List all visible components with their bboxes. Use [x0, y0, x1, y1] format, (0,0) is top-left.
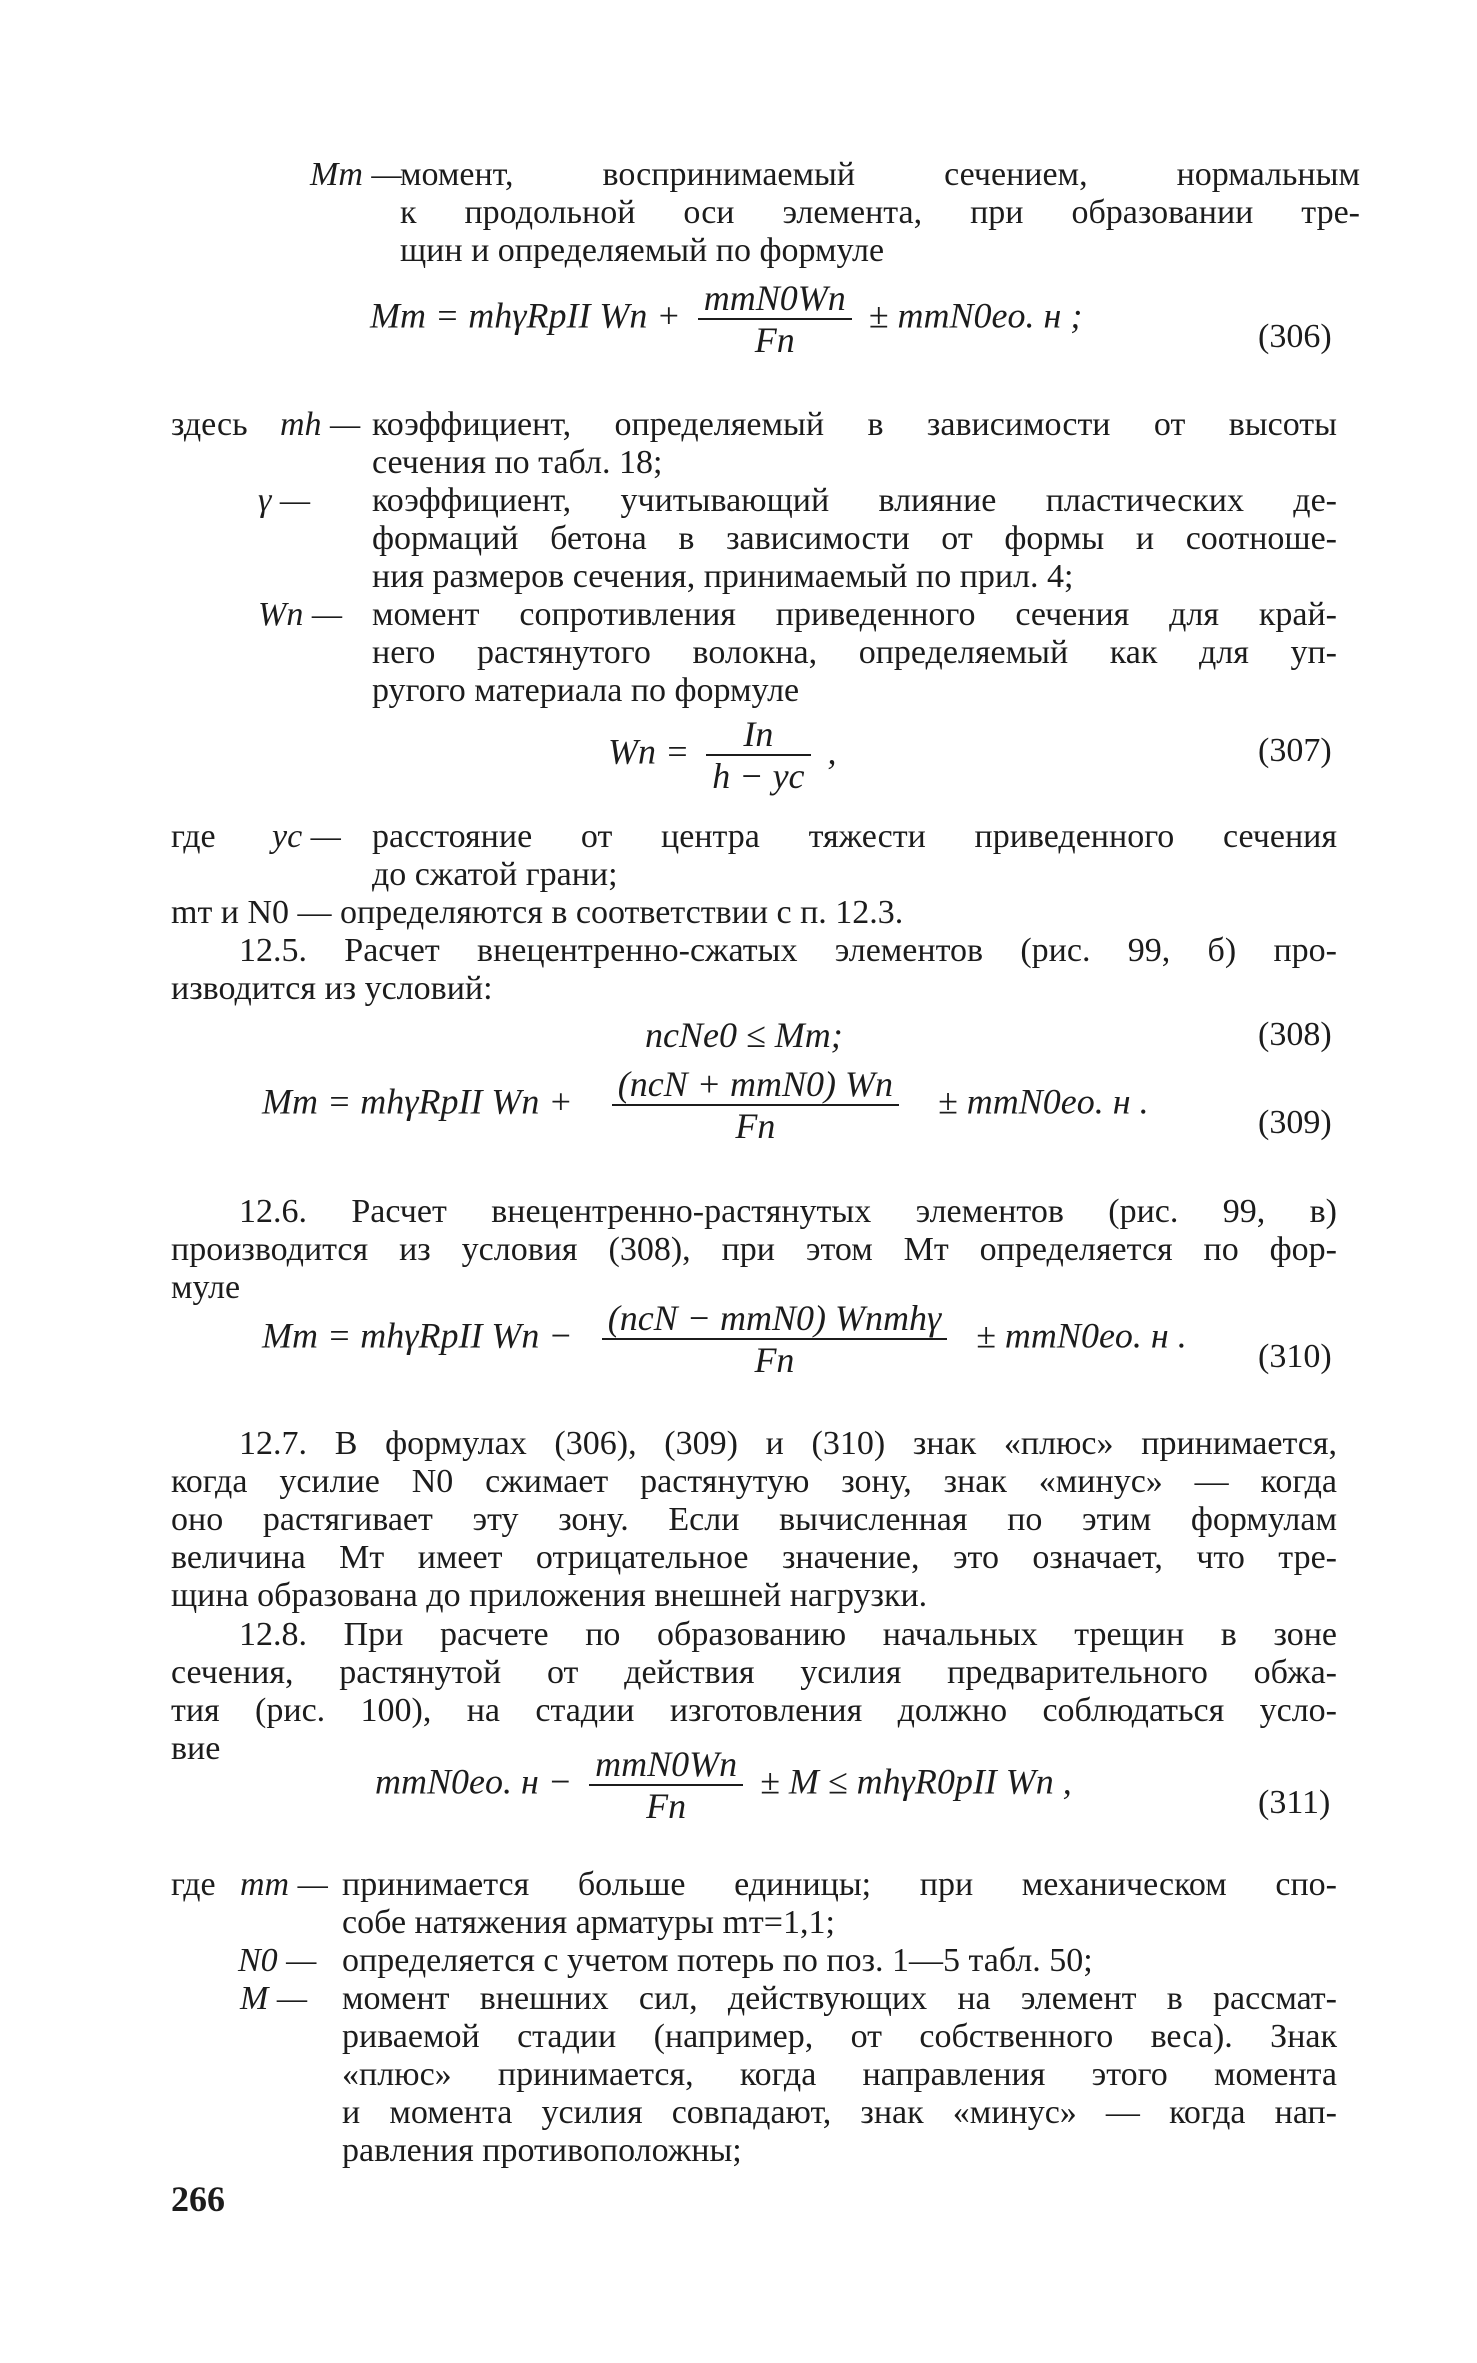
formula-311	[375, 1744, 1072, 1826]
mt-311-line-2: собе натяжения арматуры mт=1,1;	[342, 1904, 835, 1941]
formula-310-numerator: (ncN − mтN0) Wпmhγ	[602, 1298, 947, 1340]
p126-line-3: муле	[171, 1269, 241, 1306]
formula-311-fraction	[589, 1744, 743, 1826]
mt-311-line-1: принимается больше единицы; при механическом спо-	[342, 1866, 1337, 1903]
p127-line-5: щина образована до приложения внешней нагрузки.	[171, 1577, 928, 1614]
paragraph-12-5	[171, 932, 1337, 1008]
mt-def-line-3: щин и определяемый по формуле	[400, 232, 885, 269]
yc-line-1: расстояние от центра тяжести приведенного сечения	[372, 818, 1337, 855]
p128-line-3: тия (рис. 100), на стадии изготовления должно соблюдаться усло-	[171, 1692, 1337, 1729]
p126-line-1: 12.6. Расчет внецентренно-растянутых элементов (рис. 99, в)	[239, 1193, 1337, 1230]
formula-307	[608, 714, 837, 796]
gamma-line-2: формаций бетона в зависимости от формы и соотноше-	[372, 520, 1337, 557]
n0-label: N0 —	[238, 1942, 317, 1979]
p127-line-4: величина Mт имеет отрицательное значение, это означает, что тре-	[171, 1539, 1337, 1576]
mt-label: Mт —	[310, 156, 402, 193]
gamma-line-3: ния размеров сечения, принимаемый по прил. 4;	[372, 558, 1074, 595]
formula-310-number: (310)	[1258, 1338, 1332, 1375]
p125-line-2: изводится из условий:	[171, 970, 493, 1007]
formula-309-denominator: Fп	[735, 1106, 776, 1146]
formula-311-lhs: mтN0eо. н −	[375, 1761, 573, 1802]
yc-line-2: до сжатой грани;	[372, 856, 618, 893]
paragraph-12-6	[171, 1193, 1337, 1307]
page-number: 266	[171, 2179, 225, 2219]
p128-line-1: 12.8. При расчете по образованию начальных трещин в зоне	[239, 1616, 1337, 1653]
formula-307-lhs: Wп =	[608, 731, 690, 772]
p127-line-1: 12.7. В формулах (306), (309) и (310) знак «плюс» принимается,	[239, 1425, 1337, 1462]
yc-label: yc —	[272, 818, 341, 855]
formula-310-tail: ± mтN0eо. н .	[976, 1315, 1187, 1356]
formula-307-denominator: h − yc	[712, 756, 805, 796]
formula-311-denominator: Fп	[646, 1786, 687, 1826]
formula-306-denominator: Fп	[754, 320, 795, 360]
gamma-label: γ —	[258, 482, 311, 519]
formula-306-number: (306)	[1258, 318, 1332, 355]
m-line-3: «плюс» принимается, когда направления этого момента	[342, 2056, 1337, 2093]
formula-307-numerator: Iп	[706, 714, 810, 756]
formula-309	[262, 1064, 1149, 1146]
formula-310-denominator: Fп	[754, 1340, 795, 1380]
formula-310-fraction	[602, 1298, 947, 1380]
m-label: M —	[240, 1980, 308, 2017]
formula-306	[370, 278, 1082, 360]
m-line-5: равления противоположны;	[342, 2132, 742, 2169]
wp-line-1: момент сопротивления приведенного сечения для край-	[372, 596, 1337, 633]
n0-line-1: определяется с учетом потерь по поз. 1—5 табл. 50;	[342, 1942, 1093, 1979]
formula-308-number: (308)	[1258, 1016, 1332, 1053]
wp-line-3: ругого материала по формуле	[372, 672, 800, 709]
formula-309-number: (309)	[1258, 1104, 1332, 1141]
formula-306-lhs: Mт = mhγRpII Wп +	[370, 295, 681, 336]
formula-307-number: (307)	[1258, 732, 1332, 769]
yc-definition	[372, 818, 1337, 894]
formula-309-numerator: (ncN + mтN0) Wп	[612, 1064, 899, 1106]
wp-label: Wп —	[258, 596, 343, 633]
formula-311-numerator: mтN0Wп	[589, 1744, 743, 1786]
m-line-2: риваемой стадии (например, от собственного веса). Знак	[342, 2018, 1337, 2055]
defs-307-intro: где	[171, 818, 216, 855]
p125-line-1: 12.5. Расчет внецентренно-сжатых элементов (рис. 99, б) про-	[239, 932, 1337, 969]
formula-307-tail: ,	[827, 731, 837, 772]
gamma-definition	[372, 482, 1337, 596]
mt-311-definition	[342, 1866, 1337, 1942]
formula-307-fraction	[706, 714, 810, 796]
mh-line-2: сечения по табл. 18;	[372, 444, 663, 481]
formula-310-lhs: Mт = mhγRpII Wп −	[262, 1315, 573, 1356]
mt-n0-line: mт и N0 — определяются в соответствии с п. 12.3.	[171, 894, 904, 931]
formula-309-lhs: Mт = mhγRpII Wп +	[262, 1081, 573, 1122]
gamma-line-1: коэффициент, учитывающий влияние пластических де-	[372, 482, 1337, 519]
formula-309-tail: ± mтN0eо. н .	[937, 1081, 1149, 1122]
mh-line-1: коэффициент, определяемый в зависимости от высоты	[372, 406, 1337, 443]
wp-definition	[372, 596, 1337, 710]
defs-311-intro: где	[171, 1866, 216, 1903]
formula-311-tail: ± M ≤ mhγR0pII Wп ,	[760, 1761, 1072, 1802]
formula-306-numerator: mтN0Wп	[698, 278, 852, 320]
m-line-4: и момента усилия совпадают, знак «минус» — когда нап-	[342, 2094, 1337, 2131]
formula-310	[262, 1298, 1187, 1380]
p127-line-2: когда усилие N0 сжимает растянутую зону, знак «минус» — когда	[171, 1463, 1337, 1500]
defs-306-intro: здесь	[171, 406, 248, 443]
paragraph-12-7	[171, 1425, 1337, 1615]
wp-line-2: него растянутого волокна, определяемый как для уп-	[372, 634, 1337, 671]
formula-306-fraction	[698, 278, 852, 360]
mt-def-line-2: к продольной оси элемента, при образовании тре-	[400, 194, 1360, 231]
formula-311-number: (311)	[1258, 1784, 1331, 1821]
p126-line-2: производится из условия (308), при этом Mт определяется по фор-	[171, 1231, 1337, 1268]
formula-306-tail: ± mтN0eо. н ;	[868, 295, 1083, 336]
mt-def-line-1: момент, воспринимаемый сечением, нормальным	[400, 156, 1360, 193]
n0-definition	[342, 1942, 1337, 1980]
formula-309-fraction	[612, 1064, 899, 1146]
mh-definition	[372, 406, 1337, 482]
m-line-1: момент внешних сил, действующих на элемент в рассмат-	[342, 1980, 1337, 2017]
p128-line-2: сечения, растянутой от действия усилия предварительного обжа-	[171, 1654, 1337, 1691]
p128-line-4: вие	[171, 1730, 221, 1767]
p127-line-3: оно растягивает эту зону. Если вычисленная по этим формулам	[171, 1501, 1337, 1538]
m-definition	[342, 1980, 1337, 2170]
mh-label: mh —	[280, 406, 361, 443]
mt-311-label: mт —	[240, 1866, 328, 1903]
formula-308: ncNe0 ≤ Mт;	[645, 1015, 843, 1055]
